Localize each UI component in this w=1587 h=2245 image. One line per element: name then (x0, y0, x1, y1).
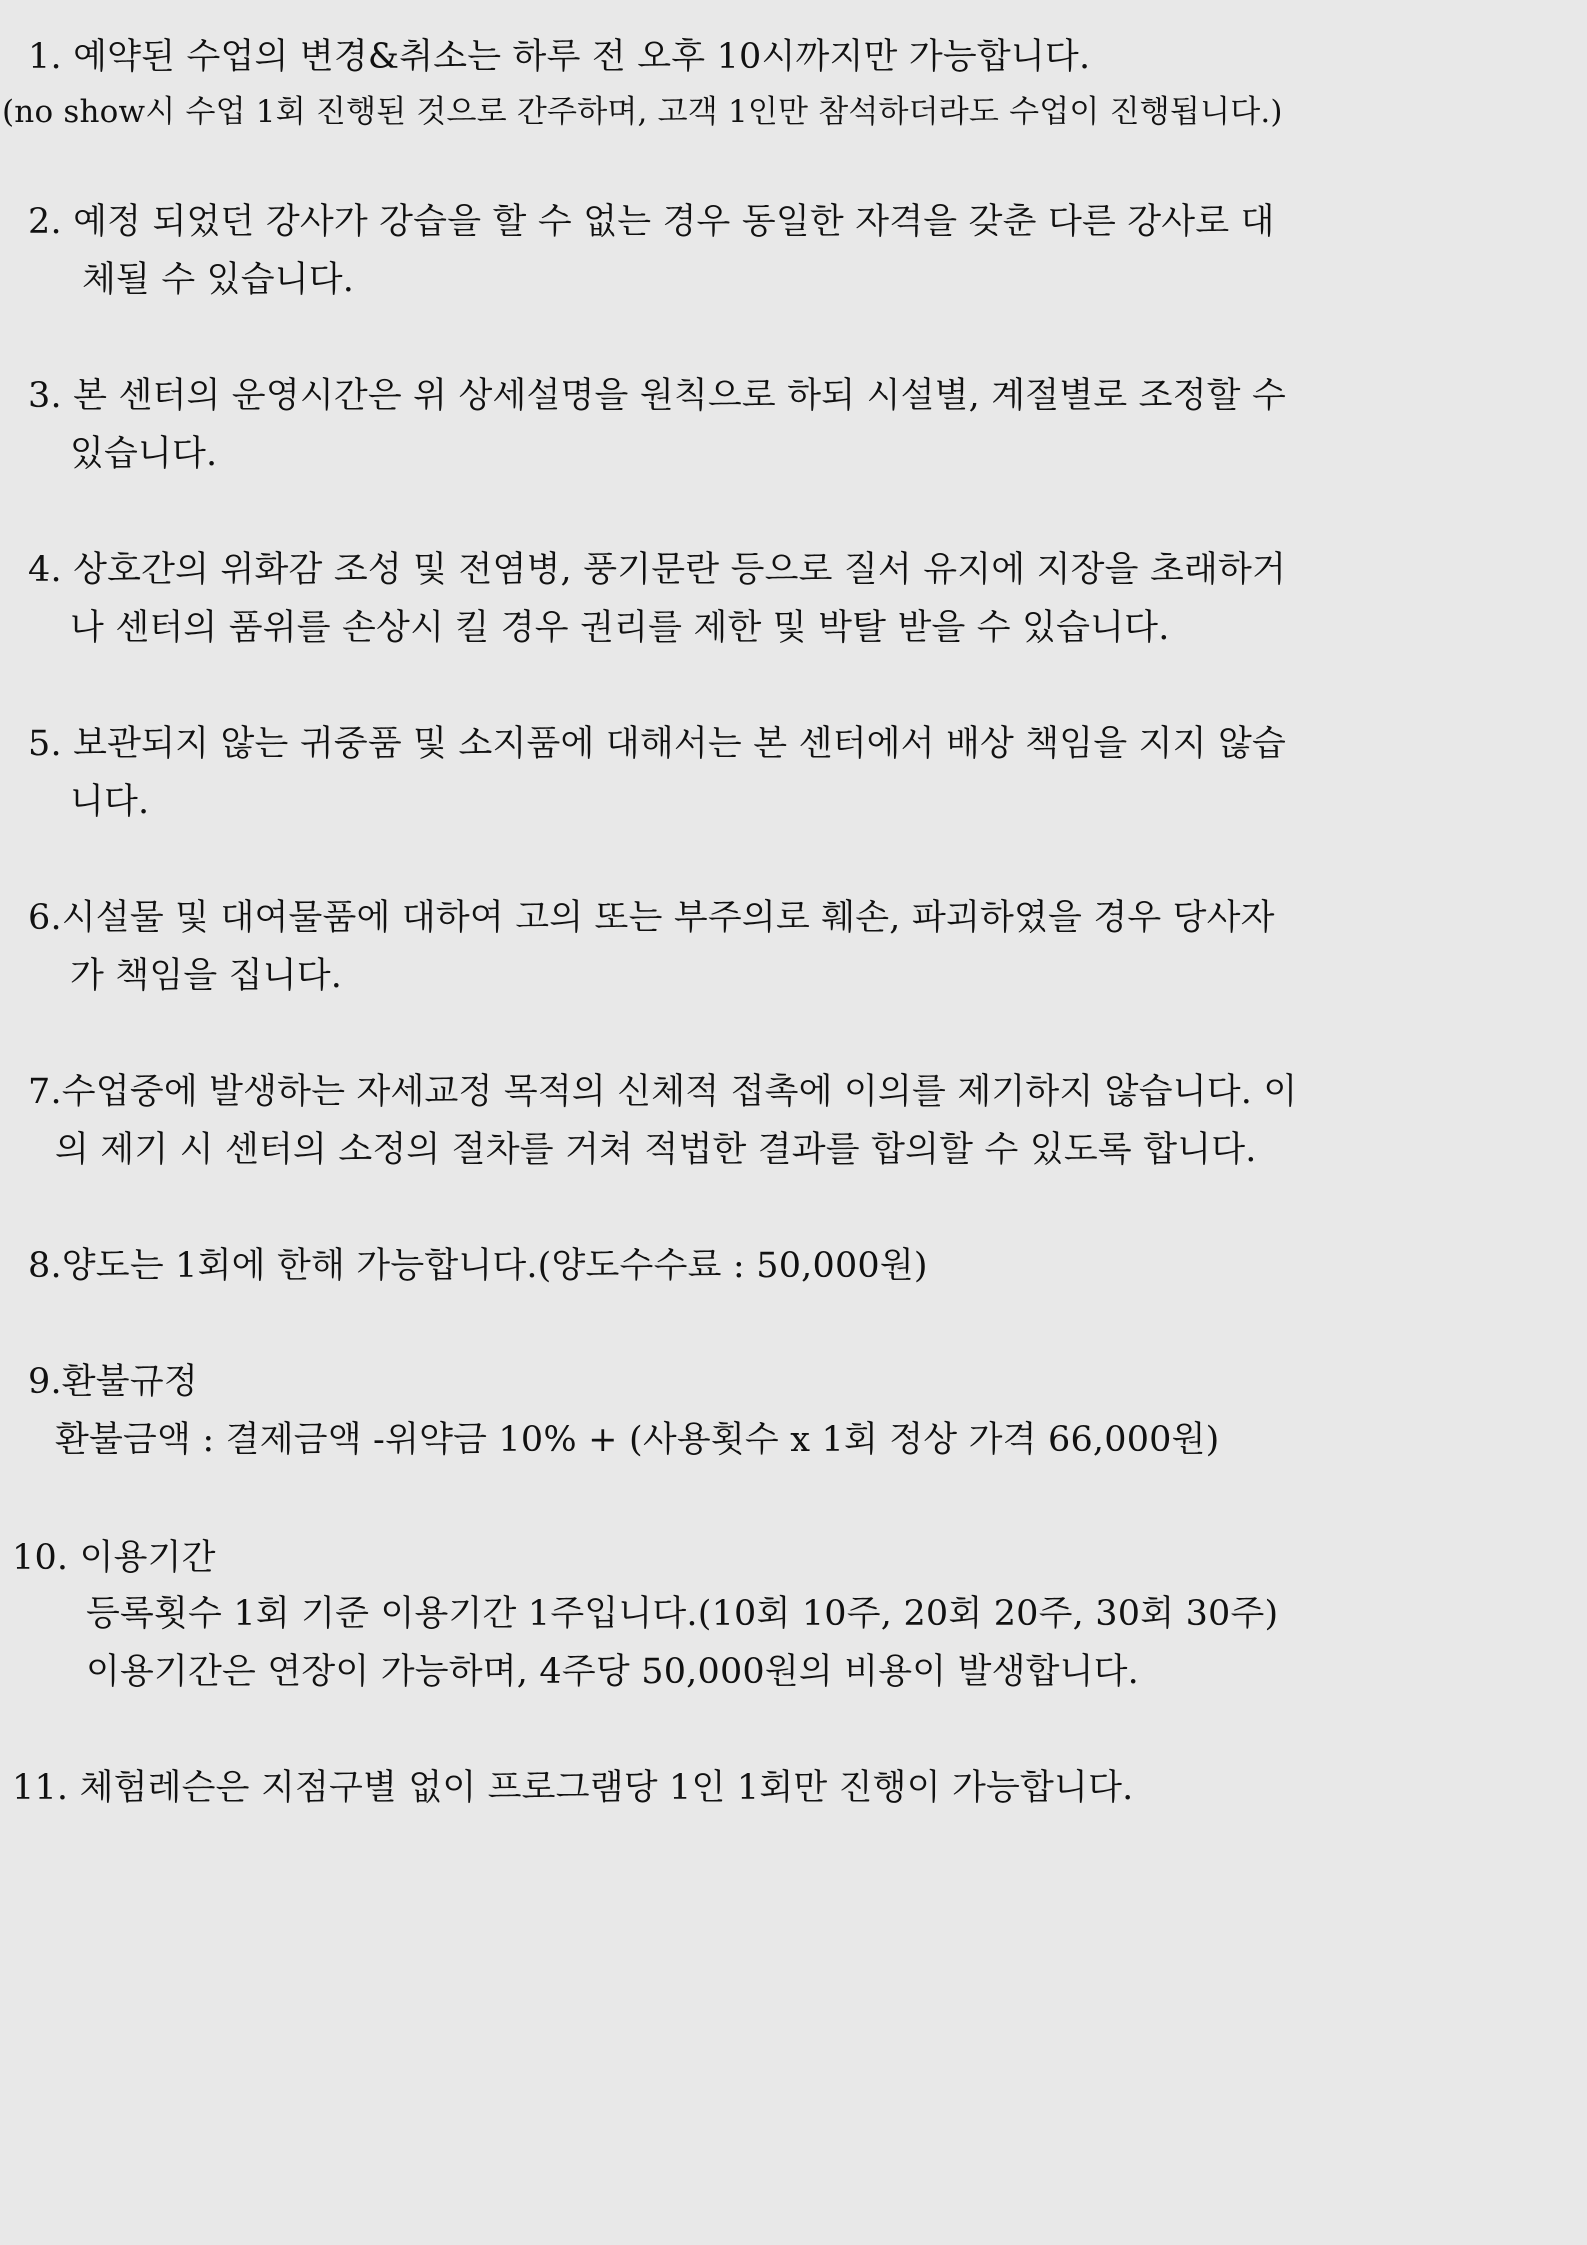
rule-10-line-1: 10. 이용기간 (12, 1538, 216, 1578)
rule-1-line-1: 1. 예약된 수업의 변경&취소는 하루 전 오후 10시까지만 가능합니다. (28, 37, 1091, 77)
rule-7-line-2: 의 제기 시 센터의 소정의 절차를 거쳐 적법한 결과를 합의할 수 있도록 합니다. (55, 1130, 1257, 1170)
rule-2-line-2: 체될 수 있습니다. (82, 260, 355, 300)
rule-2-line-1: 2. 예정 되었던 강사가 강습을 할 수 없는 경우 동일한 자격을 갖춘 다른 강사로 대 (28, 202, 1275, 242)
rule-3-line-2: 있습니다. (70, 434, 218, 474)
rule-10-line-2: 등록횟수 1회 기준 이용기간 1주입니다.(10회 10주, 20회 20주, 30회 30주) (86, 1594, 1279, 1634)
rule-1-line-2: (no show시 수업 1회 진행된 것으로 간주하며, 고객 1인만 참석하더라도 수업이 진행됩니다.) (2, 94, 1283, 130)
rule-9-line-1: 9.환불규정 (28, 1362, 198, 1402)
rule-8-line-1: 8.양도는 1회에 한해 가능합니다.(양도수수료 : 50,000원) (28, 1246, 928, 1286)
rule-6-line-1: 6.시설물 및 대여물품에 대하여 고의 또는 부주의로 훼손, 파괴하였을 경우 당사자 (28, 898, 1275, 938)
rule-10-line-3: 이용기간은 연장이 가능하며, 4주당 50,000원의 비용이 발생합니다. (86, 1652, 1139, 1692)
rule-11-line-1: 11. 체험레슨은 지점구별 없이 프로그램당 1인 1회만 진행이 가능합니다. (12, 1768, 1134, 1808)
rule-4-line-1: 4. 상호간의 위화감 조성 및 전염병, 풍기문란 등으로 질서 유지에 지장을 초래하거 (28, 550, 1287, 590)
rule-6-line-2: 가 책임을 집니다. (70, 956, 343, 996)
rule-4-line-2: 나 센터의 품위를 손상시 킬 경우 권리를 제한 및 박탈 받을 수 있습니다. (70, 608, 1170, 648)
rule-5-line-2: 니다. (70, 782, 150, 822)
rule-7-line-1: 7.수업중에 발생하는 자세교정 목적의 신체적 접촉에 이의를 제기하지 않습니다. 이 (28, 1072, 1298, 1112)
rule-5-line-1: 5. 보관되지 않는 귀중품 및 소지품에 대해서는 본 센터에서 배상 책임을 지지 않습 (28, 724, 1287, 764)
rule-3-line-1: 3. 본 센터의 운영시간은 위 상세설명을 원칙으로 하되 시설별, 계절별로 조정할 수 (28, 376, 1287, 416)
rule-9-line-2: 환불금액 : 결제금액 -위약금 10% + (사용횟수 x 1회 정상 가격 66,000원) (55, 1420, 1220, 1460)
